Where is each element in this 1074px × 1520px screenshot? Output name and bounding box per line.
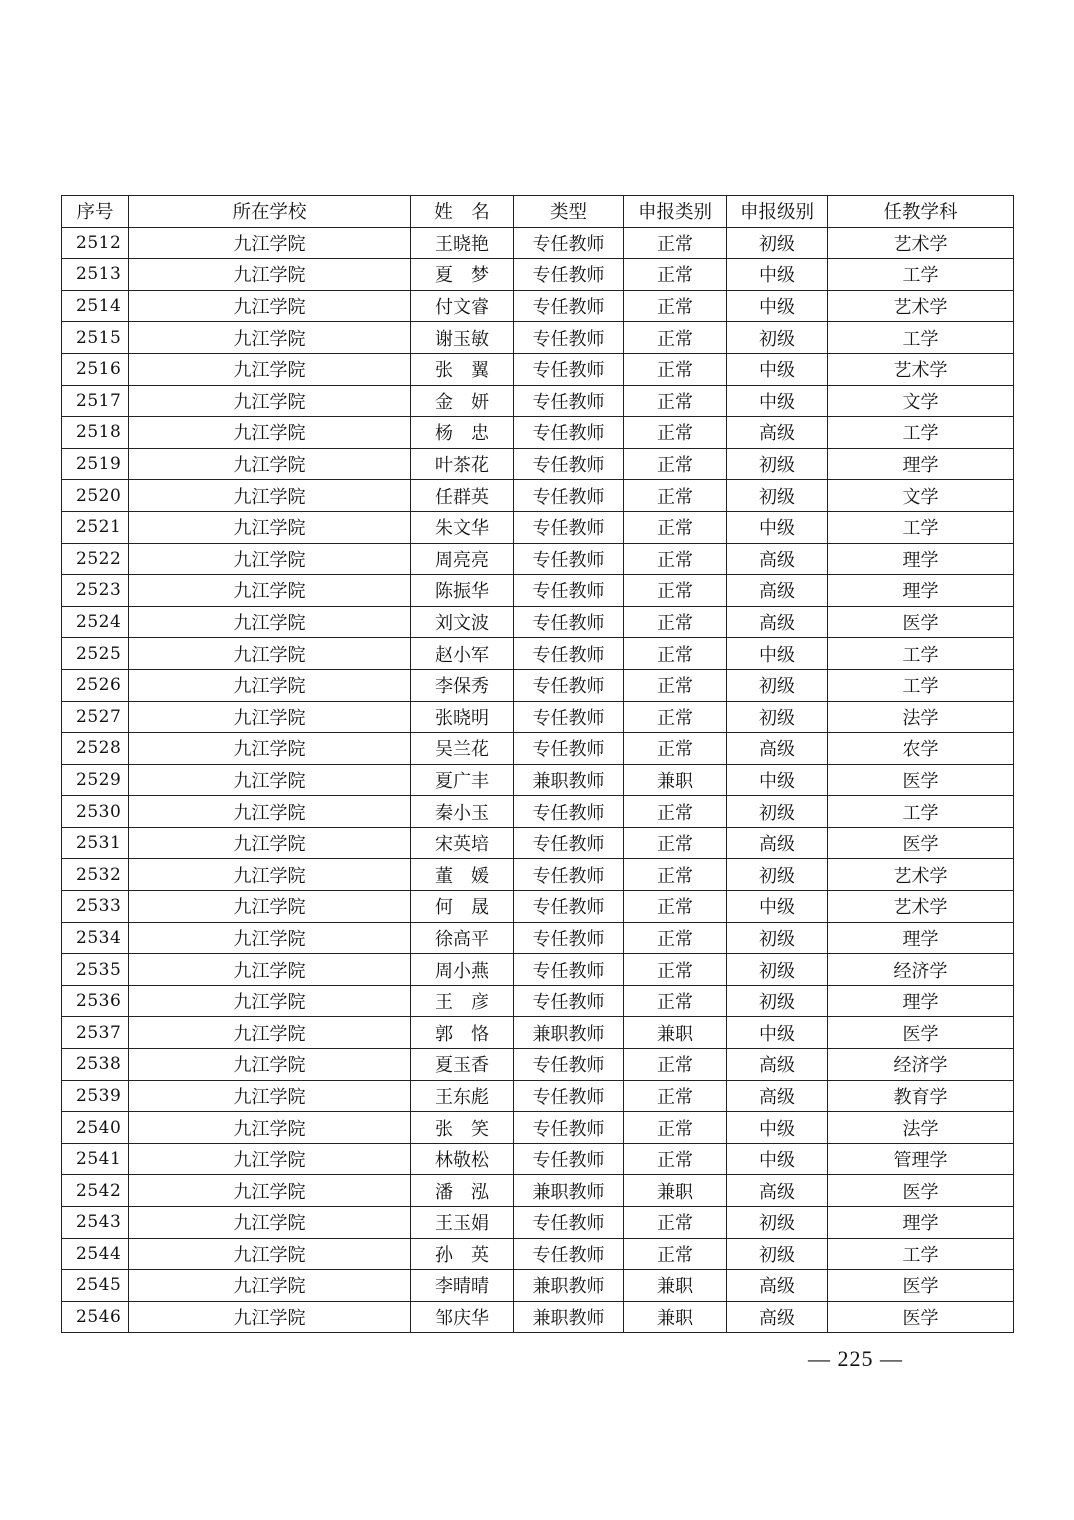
table-row [62,480,1014,512]
level-cell: 初级 [727,859,828,891]
type-cell: 专任教师 [514,227,624,259]
name-cell: 金 妍 [411,385,514,417]
name-cell: 李保秀 [411,669,514,701]
table-row [62,1207,1014,1239]
level-cell: 中级 [727,1112,828,1144]
type-cell: 专任教师 [514,1049,624,1081]
category-cell: 正常 [624,606,727,638]
serial-number-cell: 2535 [62,954,129,986]
type-cell: 专任教师 [514,985,624,1017]
school-cell: 九江学院 [129,511,411,543]
serial-number-cell: 2533 [62,891,129,923]
level-cell: 中级 [727,511,828,543]
school-cell: 九江学院 [129,448,411,480]
name-cell: 朱文华 [411,511,514,543]
name-cell: 张 笑 [411,1112,514,1144]
table-row [62,891,1014,923]
name-cell: 秦小玉 [411,796,514,828]
serial-number-cell: 2528 [62,733,129,765]
type-cell: 专任教师 [514,638,624,670]
category-cell: 正常 [624,701,727,733]
name-cell: 张 翼 [411,353,514,385]
category-cell: 正常 [624,1238,727,1270]
serial-number-cell: 2534 [62,922,129,954]
table-row [62,827,1014,859]
serial-number-cell: 2537 [62,1017,129,1049]
school-cell: 九江学院 [129,353,411,385]
school-cell: 九江学院 [129,1143,411,1175]
serial-number-cell: 2530 [62,796,129,828]
subject-cell: 医学 [828,1175,1014,1207]
type-cell: 专任教师 [514,259,624,291]
subject-cell: 工学 [828,796,1014,828]
subject-cell: 理学 [828,1207,1014,1239]
name-cell: 王玉娟 [411,1207,514,1239]
serial-number-cell: 2538 [62,1049,129,1081]
level-cell: 高级 [727,417,828,449]
table-row [62,859,1014,891]
subject-cell: 艺术学 [828,353,1014,385]
category-cell: 正常 [624,859,727,891]
subject-cell: 农学 [828,733,1014,765]
type-cell: 专任教师 [514,417,624,449]
level-cell: 中级 [727,259,828,291]
level-cell: 高级 [727,1080,828,1112]
level-cell: 高级 [727,733,828,765]
serial-number-cell: 2521 [62,511,129,543]
category-cell: 正常 [624,417,727,449]
name-cell: 任群英 [411,480,514,512]
school-cell: 九江学院 [129,764,411,796]
school-cell: 九江学院 [129,1080,411,1112]
type-cell: 专任教师 [514,669,624,701]
serial-number-cell: 2514 [62,290,129,322]
type-cell: 专任教师 [514,606,624,638]
type-cell: 专任教师 [514,796,624,828]
table-row [62,1238,1014,1270]
category-cell: 正常 [624,891,727,923]
serial-number-cell: 2544 [62,1238,129,1270]
name-cell: 潘 泓 [411,1175,514,1207]
category-cell: 兼职 [624,1175,727,1207]
subject-cell: 艺术学 [828,891,1014,923]
level-cell: 高级 [727,575,828,607]
level-cell: 初级 [727,985,828,1017]
subject-cell: 工学 [828,1238,1014,1270]
school-cell: 九江学院 [129,606,411,638]
table-row [62,1143,1014,1175]
name-cell: 徐高平 [411,922,514,954]
name-cell: 周亮亮 [411,543,514,575]
level-cell: 中级 [727,1143,828,1175]
table-row [62,638,1014,670]
subject-cell: 理学 [828,543,1014,575]
table-row [62,227,1014,259]
category-cell: 正常 [624,290,727,322]
level-cell: 初级 [727,448,828,480]
table-row [62,448,1014,480]
name-cell: 何 晟 [411,891,514,923]
serial-number-cell: 2518 [62,417,129,449]
type-cell: 专任教师 [514,1112,624,1144]
type-cell: 专任教师 [514,954,624,986]
name-cell: 夏广丰 [411,764,514,796]
level-cell: 高级 [727,827,828,859]
table-row [62,669,1014,701]
type-cell: 专任教师 [514,322,624,354]
name-cell: 谢玉敏 [411,322,514,354]
school-cell: 九江学院 [129,1017,411,1049]
name-cell: 付文睿 [411,290,514,322]
table-row [62,322,1014,354]
table-row [62,985,1014,1017]
name-cell: 夏玉香 [411,1049,514,1081]
name-cell: 宋英培 [411,827,514,859]
category-cell: 正常 [624,638,727,670]
subject-cell: 艺术学 [828,290,1014,322]
category-cell: 正常 [624,985,727,1017]
header-application-category: 申报类别 [624,196,727,228]
serial-number-cell: 2532 [62,859,129,891]
level-cell: 初级 [727,954,828,986]
school-cell: 九江学院 [129,322,411,354]
serial-number-cell: 2524 [62,606,129,638]
category-cell: 正常 [624,922,727,954]
header-application-level: 申报级别 [727,196,828,228]
name-cell: 张晓明 [411,701,514,733]
name-cell: 叶茶花 [411,448,514,480]
school-cell: 九江学院 [129,669,411,701]
serial-number-cell: 2513 [62,259,129,291]
name-cell: 王 彦 [411,985,514,1017]
category-cell: 兼职 [624,1301,727,1333]
serial-number-cell: 2512 [62,227,129,259]
serial-number-cell: 2540 [62,1112,129,1144]
type-cell: 兼职教师 [514,1017,624,1049]
name-cell: 郭 恪 [411,1017,514,1049]
category-cell: 正常 [624,448,727,480]
level-cell: 中级 [727,638,828,670]
table-row [62,385,1014,417]
table-row [62,922,1014,954]
subject-cell: 管理学 [828,1143,1014,1175]
name-cell: 吴兰花 [411,733,514,765]
name-cell: 王晓艳 [411,227,514,259]
category-cell: 正常 [624,575,727,607]
subject-cell: 艺术学 [828,227,1014,259]
category-cell: 正常 [624,669,727,701]
serial-number-cell: 2543 [62,1207,129,1239]
school-cell: 九江学院 [129,290,411,322]
category-cell: 正常 [624,1143,727,1175]
school-cell: 九江学院 [129,733,411,765]
serial-number-cell: 2515 [62,322,129,354]
serial-number-cell: 2545 [62,1270,129,1302]
type-cell: 专任教师 [514,701,624,733]
name-cell: 李晴晴 [411,1270,514,1302]
table-row [62,1049,1014,1081]
type-cell: 专任教师 [514,1207,624,1239]
name-cell: 孙 英 [411,1238,514,1270]
school-cell: 九江学院 [129,543,411,575]
serial-number-cell: 2516 [62,353,129,385]
serial-number-cell: 2526 [62,669,129,701]
type-cell: 专任教师 [514,480,624,512]
table-row [62,417,1014,449]
header-type: 类型 [514,196,624,228]
category-cell: 正常 [624,543,727,575]
serial-number-cell: 2520 [62,480,129,512]
level-cell: 高级 [727,543,828,575]
type-cell: 兼职教师 [514,764,624,796]
serial-number-cell: 2522 [62,543,129,575]
table-row [62,575,1014,607]
subject-cell: 医学 [828,606,1014,638]
category-cell: 正常 [624,259,727,291]
level-cell: 高级 [727,1270,828,1302]
type-cell: 专任教师 [514,448,624,480]
subject-cell: 教育学 [828,1080,1014,1112]
table-row [62,954,1014,986]
type-cell: 兼职教师 [514,1175,624,1207]
type-cell: 专任教师 [514,543,624,575]
table-row [62,290,1014,322]
level-cell: 中级 [727,385,828,417]
school-cell: 九江学院 [129,796,411,828]
school-cell: 九江学院 [129,1238,411,1270]
table-header-row [62,196,1014,228]
name-cell: 林敬松 [411,1143,514,1175]
serial-number-cell: 2531 [62,827,129,859]
school-cell: 九江学院 [129,1175,411,1207]
school-cell: 九江学院 [129,891,411,923]
table-row [62,733,1014,765]
level-cell: 初级 [727,480,828,512]
type-cell: 专任教师 [514,290,624,322]
teacher-roster-table [61,195,1014,1333]
type-cell: 专任教师 [514,575,624,607]
name-cell: 周小燕 [411,954,514,986]
serial-number-cell: 2527 [62,701,129,733]
level-cell: 初级 [727,1238,828,1270]
level-cell: 初级 [727,669,828,701]
category-cell: 正常 [624,480,727,512]
category-cell: 正常 [624,827,727,859]
subject-cell: 工学 [828,417,1014,449]
subject-cell: 经济学 [828,1049,1014,1081]
school-cell: 九江学院 [129,1207,411,1239]
category-cell: 兼职 [624,1270,727,1302]
category-cell: 正常 [624,796,727,828]
table-row [62,796,1014,828]
subject-cell: 理学 [828,985,1014,1017]
school-cell: 九江学院 [129,259,411,291]
type-cell: 专任教师 [514,511,624,543]
level-cell: 初级 [727,796,828,828]
table-row [62,1270,1014,1302]
subject-cell: 工学 [828,669,1014,701]
level-cell: 高级 [727,1049,828,1081]
subject-cell: 医学 [828,1270,1014,1302]
subject-cell: 法学 [828,701,1014,733]
subject-cell: 医学 [828,1301,1014,1333]
name-cell: 杨 忠 [411,417,514,449]
serial-number-cell: 2541 [62,1143,129,1175]
school-cell: 九江学院 [129,638,411,670]
serial-number-cell: 2529 [62,764,129,796]
table-row [62,1080,1014,1112]
level-cell: 中级 [727,764,828,796]
school-cell: 九江学院 [129,922,411,954]
school-cell: 九江学院 [129,575,411,607]
level-cell: 初级 [727,922,828,954]
name-cell: 邹庆华 [411,1301,514,1333]
table-row [62,259,1014,291]
subject-cell: 医学 [828,827,1014,859]
subject-cell: 工学 [828,638,1014,670]
level-cell: 中级 [727,353,828,385]
type-cell: 专任教师 [514,827,624,859]
serial-number-cell: 2517 [62,385,129,417]
school-cell: 九江学院 [129,385,411,417]
school-cell: 九江学院 [129,985,411,1017]
type-cell: 专任教师 [514,385,624,417]
level-cell: 高级 [727,1175,828,1207]
school-cell: 九江学院 [129,1301,411,1333]
serial-number-cell: 2542 [62,1175,129,1207]
level-cell: 高级 [727,606,828,638]
table-row [62,701,1014,733]
category-cell: 正常 [624,511,727,543]
serial-number-cell: 2546 [62,1301,129,1333]
serial-number-cell: 2519 [62,448,129,480]
serial-number-cell: 2539 [62,1080,129,1112]
category-cell: 正常 [624,322,727,354]
type-cell: 兼职教师 [514,1301,624,1333]
subject-cell: 文学 [828,480,1014,512]
school-cell: 九江学院 [129,480,411,512]
name-cell: 陈振华 [411,575,514,607]
type-cell: 专任教师 [514,733,624,765]
type-cell: 专任教师 [514,1143,624,1175]
table-row [62,1301,1014,1333]
subject-cell: 医学 [828,764,1014,796]
level-cell: 初级 [727,701,828,733]
name-cell: 夏 梦 [411,259,514,291]
table-row [62,511,1014,543]
serial-number-cell: 2536 [62,985,129,1017]
category-cell: 正常 [624,385,727,417]
category-cell: 正常 [624,733,727,765]
table-row [62,353,1014,385]
type-cell: 专任教师 [514,891,624,923]
page-number: — 225 — [808,1346,903,1371]
school-cell: 九江学院 [129,1112,411,1144]
school-cell: 九江学院 [129,859,411,891]
category-cell: 兼职 [624,764,727,796]
school-cell: 九江学院 [129,1049,411,1081]
type-cell: 专任教师 [514,1238,624,1270]
level-cell: 中级 [727,891,828,923]
table-row [62,764,1014,796]
level-cell: 中级 [727,290,828,322]
serial-number-cell: 2523 [62,575,129,607]
subject-cell: 理学 [828,448,1014,480]
table-row [62,1175,1014,1207]
school-cell: 九江学院 [129,227,411,259]
subject-cell: 经济学 [828,954,1014,986]
subject-cell: 法学 [828,1112,1014,1144]
category-cell: 正常 [624,1112,727,1144]
category-cell: 正常 [624,1207,727,1239]
name-cell: 赵小军 [411,638,514,670]
header-teaching-subject: 任教学科 [828,196,1014,228]
school-cell: 九江学院 [129,417,411,449]
category-cell: 正常 [624,1049,727,1081]
type-cell: 专任教师 [514,1080,624,1112]
header-serial-number: 序号 [62,196,129,228]
header-name: 姓 名 [411,196,514,228]
table-row [62,1017,1014,1049]
table-row [62,606,1014,638]
header-school: 所在学校 [129,196,411,228]
table-row [62,543,1014,575]
school-cell: 九江学院 [129,954,411,986]
level-cell: 高级 [727,1301,828,1333]
subject-cell: 工学 [828,511,1014,543]
subject-cell: 艺术学 [828,859,1014,891]
name-cell: 王东彪 [411,1080,514,1112]
level-cell: 初级 [727,322,828,354]
type-cell: 兼职教师 [514,1270,624,1302]
type-cell: 专任教师 [514,922,624,954]
type-cell: 专任教师 [514,353,624,385]
name-cell: 董 媛 [411,859,514,891]
table-body [62,227,1014,1333]
category-cell: 正常 [624,1080,727,1112]
subject-cell: 医学 [828,1017,1014,1049]
subject-cell: 工学 [828,259,1014,291]
category-cell: 兼职 [624,1017,727,1049]
category-cell: 正常 [624,954,727,986]
level-cell: 初级 [727,1207,828,1239]
level-cell: 初级 [727,227,828,259]
type-cell: 专任教师 [514,859,624,891]
subject-cell: 理学 [828,575,1014,607]
subject-cell: 文学 [828,385,1014,417]
serial-number-cell: 2525 [62,638,129,670]
table-row [62,1112,1014,1144]
category-cell: 正常 [624,227,727,259]
school-cell: 九江学院 [129,701,411,733]
subject-cell: 工学 [828,322,1014,354]
name-cell: 刘文波 [411,606,514,638]
level-cell: 中级 [727,1017,828,1049]
category-cell: 正常 [624,353,727,385]
school-cell: 九江学院 [129,1270,411,1302]
subject-cell: 理学 [828,922,1014,954]
school-cell: 九江学院 [129,827,411,859]
